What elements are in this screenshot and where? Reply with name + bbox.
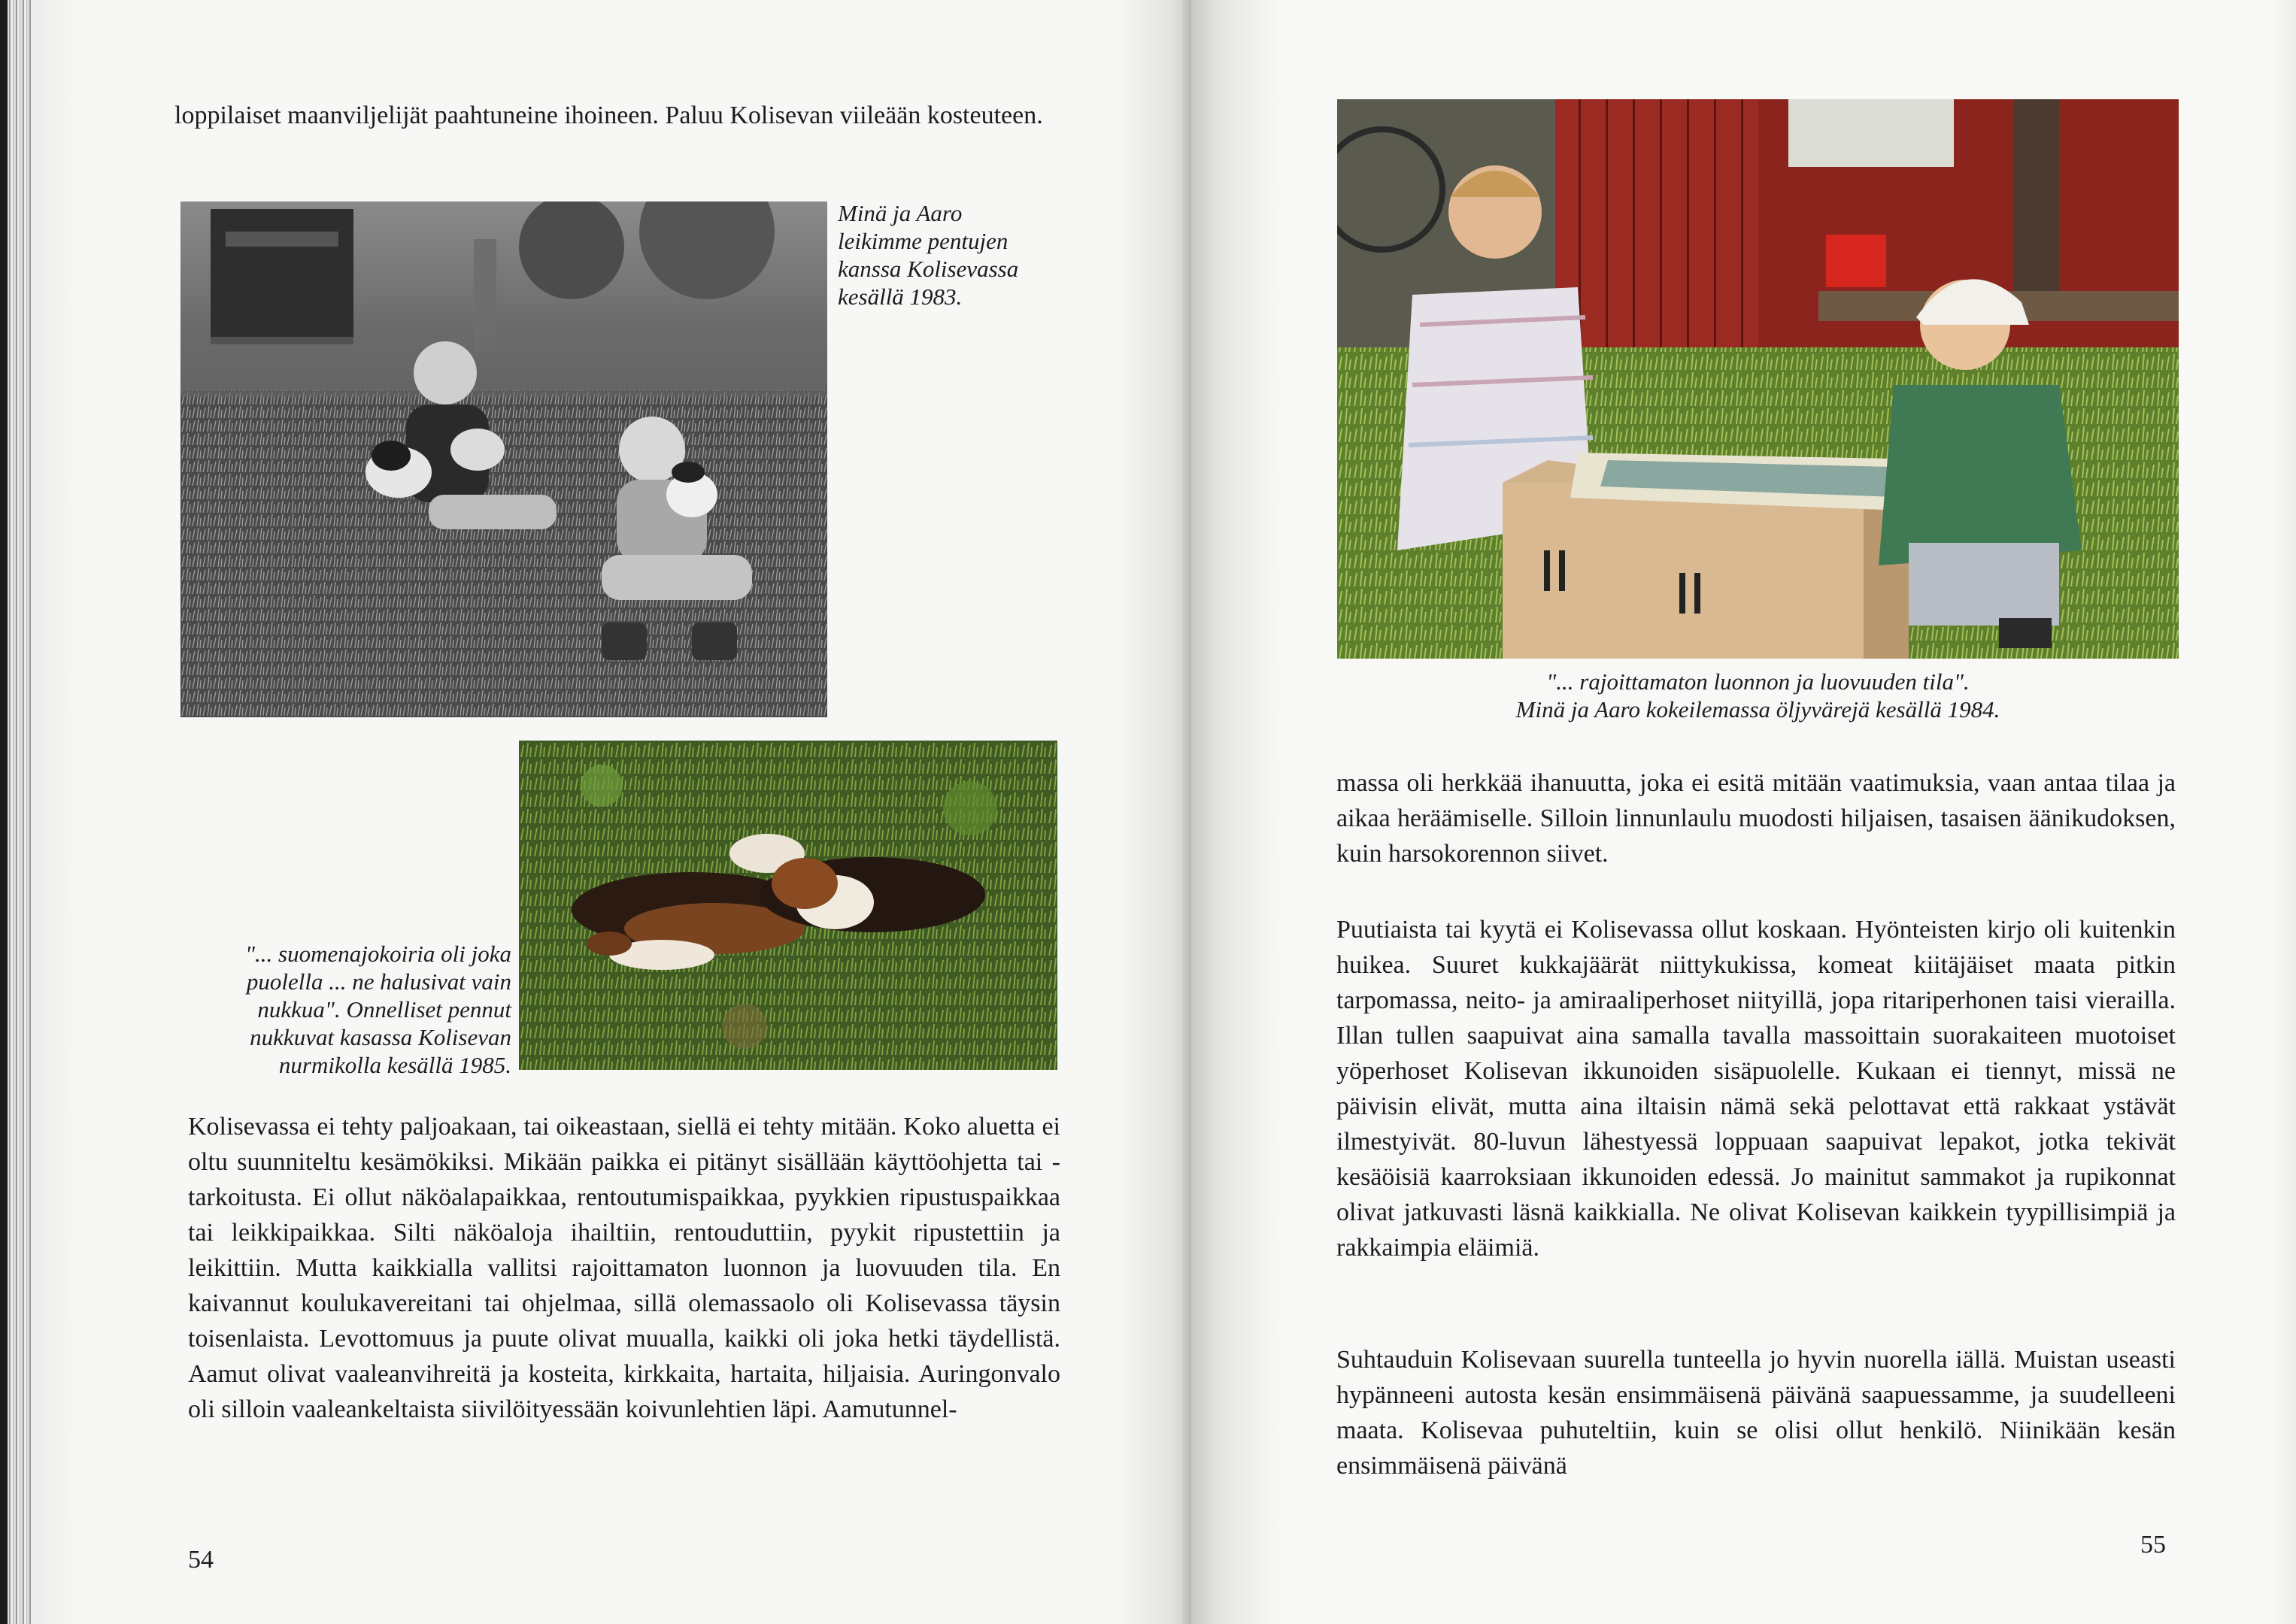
photo-kids-painting: [1337, 99, 2179, 659]
photo2-caption: "... suomenajokoiria oli joka puolella ... ne halusivat vain nukkua". Onnelliset pennut nukkuvat kasassa Kolisevan nurmikolla kesällä 1985.: [245, 941, 511, 1078]
book-spine-shadow: [0, 0, 8, 1624]
right-paragraph-2: Puutiaista tai kyytä ei Kolisevassa ollut koskaan. Hyönteisten kirjo oli kuitenkin huikea. Suuret kukkajäärät niittykukissa, komeat kiitäjäiset maata pitkin tarpomassa, neito- ja amiraaliperhoset niityillä, jopa ritariperhonen taisi vierailla. Illan tullen saapuivat aina samalla tavalla massoittain suorakaiteen muotoiset yöperhoset Kolisevan ikkunoiden sisäpuolelle. Kukaan ei tiennyt, missä ne päivisin elivät, mutta aina iltaisin nämä sekä pelottavat että rakkaat ystävät ilmestyivät. 80-luvun lähestyessä loppuaan saapuivat lepakot, jotka tekivät kesäöisiä kaarroksiaan ikkunoiden edessä. Jo mainitut sammakot ja rupikonnat olivat jatkuvasti läsnä kaikkialla. Ne olivat Kolisevan kaikkein tyypillisimpiä ja rakkaimpia eläimiä.: [1336, 916, 2176, 1262]
right-paragraph-1: massa oli herkkää ihanuutta, joka ei esitä mitään vaatimuksia, vaan antaa tilaa ja aikaa heräämiselle. Silloin linnunlaulu muodosti hiljaisen, tasaisen äänikudoksen, kuin harsokorennon siivet.: [1336, 769, 2176, 868]
right-page-number: 55: [2140, 1531, 2166, 1559]
photo-sleeping-puppies: [519, 741, 1057, 1070]
right-page: [1191, 0, 2296, 1624]
photo1-caption: Minä ja Aaro leikimme pentujen kanssa Kolisevassa kesällä 1983.: [838, 200, 1019, 310]
right-photo-caption-line2: Minä ja Aaro kokeilemassa öljyvärejä kesällä 1984.: [1515, 696, 2000, 723]
left-page: [33, 0, 1191, 1624]
left-page-number: 54: [188, 1546, 214, 1574]
left-intro-text: loppilaiset maanviljelijät paahtuneine ihoineen. Paluu Kolisevan viileään kosteuteen.: [174, 102, 1043, 129]
left-body-text: Kolisevassa ei tehty paljoakaan, tai oikeastaan, siellä ei tehty mitään. Koko aluetta ei oltu suunniteltu kesämökiksi. Mikään paikka ei pitänyt sisällään käyttöohjetta tai -tarkoitusta. Ei ollut näköalapaikkaa, rentoutumispaikkaa, pyykkien ripustuspaikkaa tai leikkipaikkaa. Silti näköaloja ihailtiin, rentouduttiin, pyykit ripustettiin ja leikittiin. Mutta kaikkialla vallitsi rajoittamaton luonnon ja luovuuden tila. En kaivannut koulukavereitani tai ohjelmaa, sillä olemassaolo oli Kolisevassa täysin toisenlaista. Levottomuus ja puute olivat muualla, kaikki oli joka hetki täydellistä. Aamut olivat vaaleanvihreitä ja kosteita, kirkkaita, hartaita, hiljaisia. Auringonvalo oli silloin vaaleankeltaista siivilöityessään koivunlehtien läpi. Aamutunnel-: [188, 1113, 1060, 1423]
right-photo-caption-line1: "... rajoittamaton luonnon ja luovuuden tila".: [1546, 668, 1970, 695]
photo-kids-with-puppies: [180, 201, 827, 717]
right-paragraph-3: Suhtauduin Kolisevaan suurella tunteella jo hyvin nuorella iällä. Muistan useasti hypänneeni autosta kesän ensimmäisenä päivänä saapuessamme, ja suudelleeni maata. Kolisevaa puhuteltiin, kuin se olisi ollut henkilö. Niinikään kesän ensimmäisenä päivänä: [1336, 1346, 2176, 1480]
